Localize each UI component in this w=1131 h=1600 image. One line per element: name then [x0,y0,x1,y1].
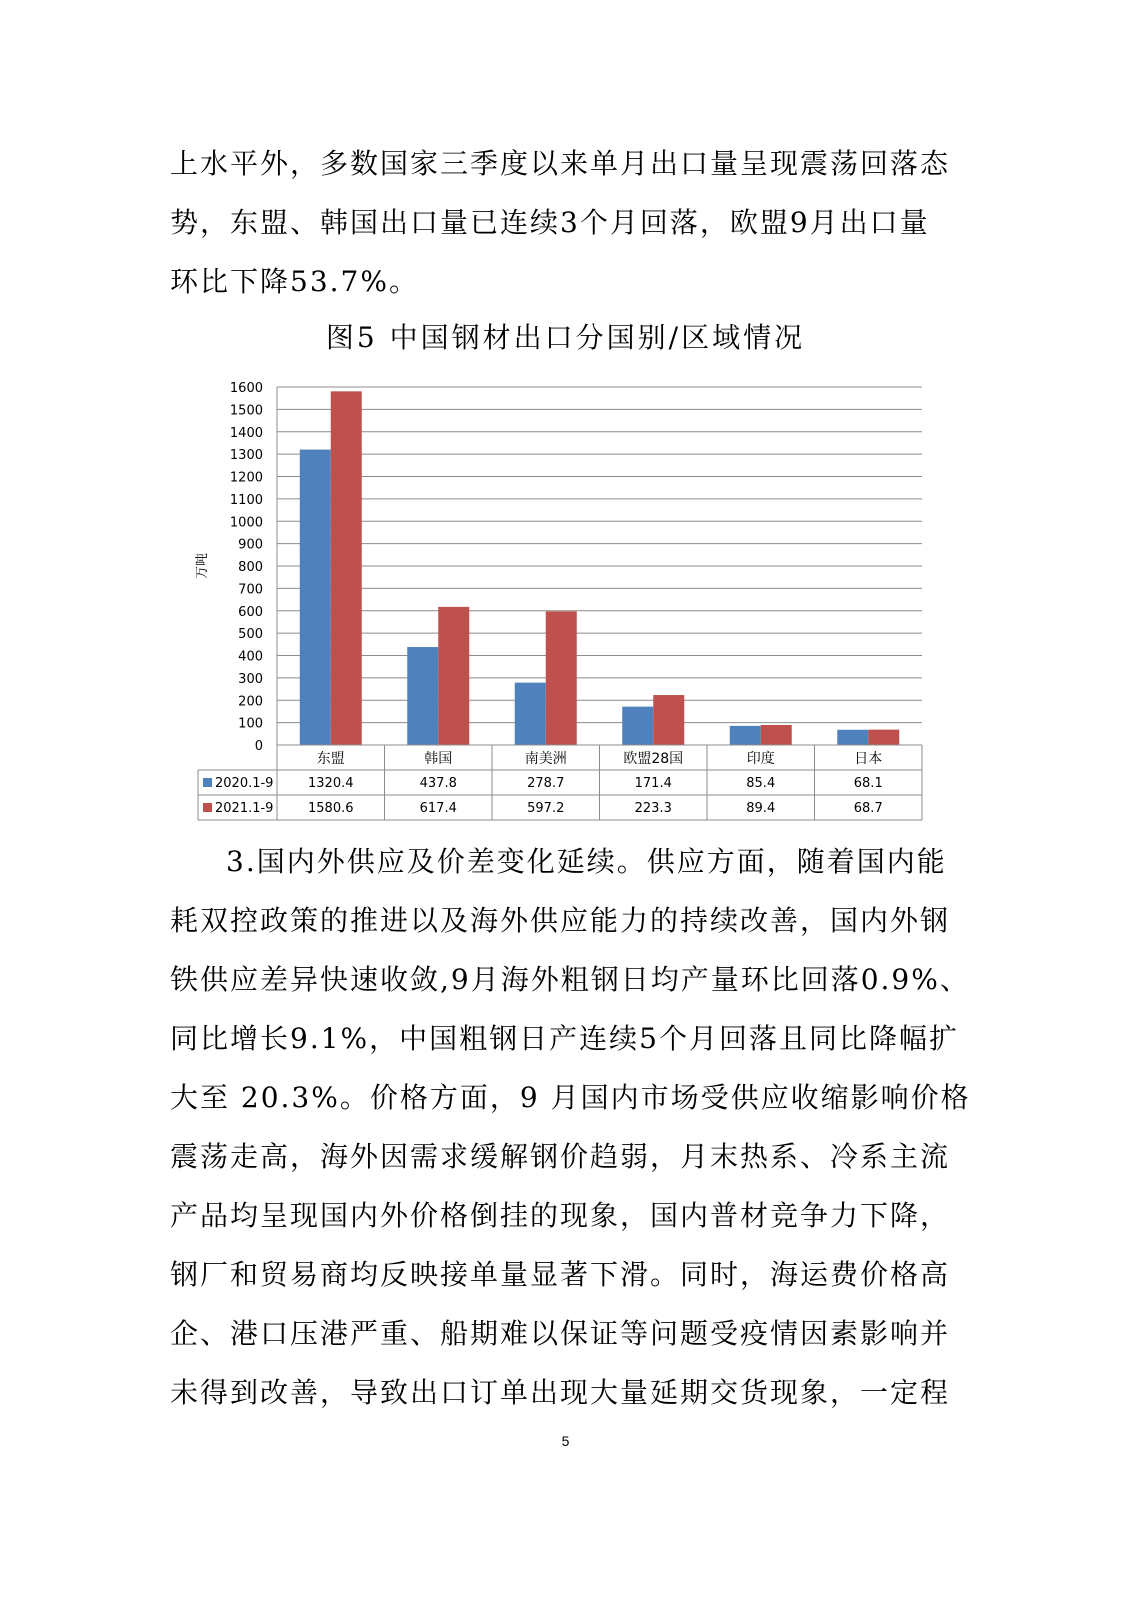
legend-label: 2021.1-9 [215,801,274,816]
figure-title: 图5 中国钢材出口分国别/区域情况 [325,321,806,354]
data-label: 597.2 [527,801,565,816]
y-tick-label: 1200 [229,470,263,486]
legend-swatch [203,778,212,787]
y-tick-label: 700 [238,582,263,598]
legend-label: 2020.1-9 [215,776,274,791]
text-line: 企、港口压港严重、船期难以保证等问题受疫情因素影响并 [170,1317,951,1350]
x-tick-label: 南美洲 [524,751,567,767]
bar-chart [190,372,930,827]
y-tick-label: 300 [238,671,263,687]
y-tick-label: 100 [238,716,263,732]
legend-swatch [203,803,212,812]
text-line: 铁供应差异快速收敛,9月海外粗钢日均产量环比回落0.9%、 [170,963,970,996]
page-number: 5 [561,1433,570,1449]
bar [438,607,469,745]
data-label: 1580.6 [308,801,354,816]
x-tick-label: 日本 [854,751,883,767]
y-tick-label: 900 [238,537,263,553]
y-axis-label: 万吨 [195,552,210,580]
y-tick-label: 200 [238,694,263,710]
data-label: 68.7 [853,801,883,816]
text-line: 环比下降53.7%。 [170,265,419,298]
bar [331,391,362,745]
text-line: 震荡走高，海外因需求缓解钢价趋弱，月末热系、冷系主流 [170,1140,951,1173]
x-tick-label: 韩国 [424,751,453,767]
y-tick-label: 400 [238,649,263,665]
data-label: 68.1 [853,776,883,791]
y-tick-label: 800 [238,560,263,575]
text-line: 上水平外，多数国家三季度以来单月出口量呈现震荡回落态 [170,147,951,180]
bar [653,695,684,745]
data-label: 85.4 [746,776,776,791]
bar [515,683,546,745]
y-tick-label: 0 [254,739,263,754]
y-tick-label: 1600 [229,381,263,396]
bar [407,647,438,745]
y-tick-label: 1300 [229,448,263,464]
text-line: 未得到改善，导致出口订单出现大量延期交货现象，一定程 [170,1376,951,1409]
bar [622,707,653,745]
text-line: 钢厂和贸易商均反映接单量显著下滑。同时，海运费价格高 [170,1258,951,1291]
data-label: 617.4 [419,801,457,816]
data-label: 171.4 [634,776,672,791]
y-tick-label: 1500 [229,403,263,419]
text-line: 大至 20.3%。价格方面，9 月国内市场受供应收缩影响价格 [170,1081,971,1114]
bar [837,730,868,745]
data-label: 278.7 [527,776,565,791]
text-line: 势，东盟、韩国出口量已连续3个月回落，欧盟9月出口量 [170,206,930,239]
data-label: 437.8 [419,776,457,791]
data-label: 89.4 [746,801,776,816]
y-tick-label: 1000 [229,515,263,531]
text-line: 同比增长9.1%，中国粗钢日产连续5个月回落且同比降幅扩 [170,1022,959,1055]
text-line: 耗双控政策的推进以及海外供应能力的持续改善，国内外钢 [170,904,951,937]
paragraph-bottom [170,832,971,1422]
x-tick-label: 欧盟28国 [623,751,684,767]
y-tick-label: 600 [238,604,263,620]
bar [761,725,792,745]
y-tick-label: 1100 [229,492,263,508]
text-line: 产品均呈现国内外价格倒挂的现象，国内普材竞争力下降， [170,1199,951,1232]
y-tick-label: 1400 [229,425,263,441]
bar [868,730,899,745]
data-label: 223.3 [634,801,672,816]
paragraph-top [170,134,951,311]
bar [546,611,577,745]
text-line: 3.国内外供应及价差变化延续。供应方面，随着国内能 [226,845,947,878]
y-tick-label: 500 [238,627,263,643]
x-tick-label: 印度 [746,751,775,767]
bar [300,450,331,745]
data-label: 1320.4 [308,776,354,791]
bar [730,726,761,745]
x-tick-label: 东盟 [316,751,345,767]
